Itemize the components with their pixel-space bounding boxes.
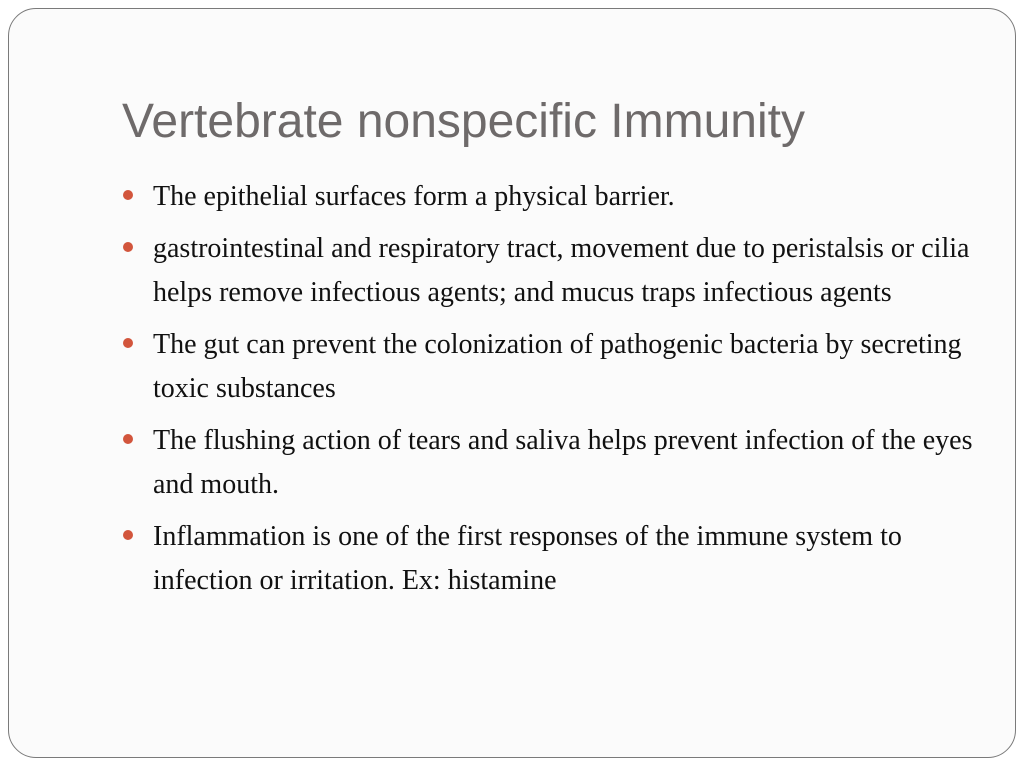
bullet-item	[122, 419, 977, 507]
bullet-text: The gut can prevent the colonization of pathogenic bacteria by secreting toxic substances	[153, 329, 962, 404]
bullet-item	[122, 515, 977, 603]
round-bullet-icon	[123, 434, 133, 444]
bullet-item	[122, 323, 977, 411]
bullet-text: The flushing action of tears and saliva helps prevent infection of the eyes and mouth.	[153, 425, 973, 500]
bullet-text: Inflammation is one of the first responses of the immune system to infection or irritation. Ex: histamine	[153, 521, 902, 596]
round-bullet-icon	[123, 242, 133, 252]
bullet-item	[122, 227, 977, 315]
round-bullet-icon	[123, 190, 133, 200]
bullet-text: The epithelial surfaces form a physical barrier.	[153, 181, 675, 212]
bullet-text: gastrointestinal and respiratory tract, movement due to peristalsis or cilia helps remove infectious agents; and mucus traps infectious agents	[153, 233, 970, 308]
round-bullet-icon	[123, 338, 133, 348]
slide-frame	[8, 8, 1016, 758]
bullet-item	[122, 175, 977, 219]
bullet-list	[122, 175, 977, 611]
round-bullet-icon	[123, 530, 133, 540]
slide-title: Vertebrate nonspecific Immunity	[122, 95, 805, 148]
